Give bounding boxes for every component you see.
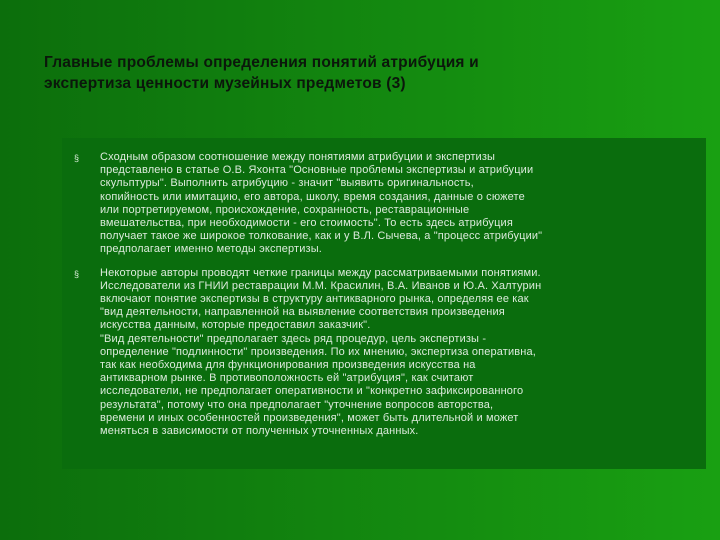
bullet-text: Некоторые авторы проводят четкие границы между рассматриваемыми понятиями. Исследователи из ГНИИ реставрации М.М. Красилин, В.А. Иванов и Ю.А. Халтурин включают понятие экспертизы в структуру антикварного рынка, определяя ее как "вид деятельности, направленной на выявление соответствия произведения искусства данным, которые предоставил заказчик". "Вид деятельности" предполагает здесь ряд процедур, цель экспертизы - определение "подлинности" произведения. По их мнению, экспертиза оперативна, так как необходима для функционирования произведения искусства на антикварном рынке. В противоположность ей "атрибуция", как считают исследователи, не предполагает оперативности и "конкретно зафиксированного результата", потому что она предполагает "уточнение вопросов авторства, времени и иных особенностей произведения", может быть длительной и может меняться в зависимости от полученных уточненных данных.	[100, 266, 542, 438]
slide-title: Главные проблемы определения понятий атрибуция и экспертиза ценности музейных предметов (3)	[44, 54, 479, 92]
content-box	[62, 138, 706, 469]
bullet-item	[62, 151, 696, 257]
bullet-item	[62, 267, 696, 439]
bullet-text: Сходным образом соотношение между понятиями атрибуции и экспертизы представлено в статье О.В. Яхонта "Основные проблемы экспертизы и атрибуции скульптуры". Выполнить атрибуцию - значит "выявить оригинальность, копийность или имитацию, его автора, школу, время создания, данные о сюжете или портретируемом, происхождение, сохранность, реставрационные вмешательства, при необходимости - его стоимость". То есть здесь атрибуция получает такое же широкое толкование, как и у В.Л. Сычева, а "процесс атрибуции" предполагает именно методы экспертизы.	[100, 151, 543, 256]
bullet-marker: §	[74, 153, 80, 163]
bullet-marker: §	[74, 268, 80, 279]
